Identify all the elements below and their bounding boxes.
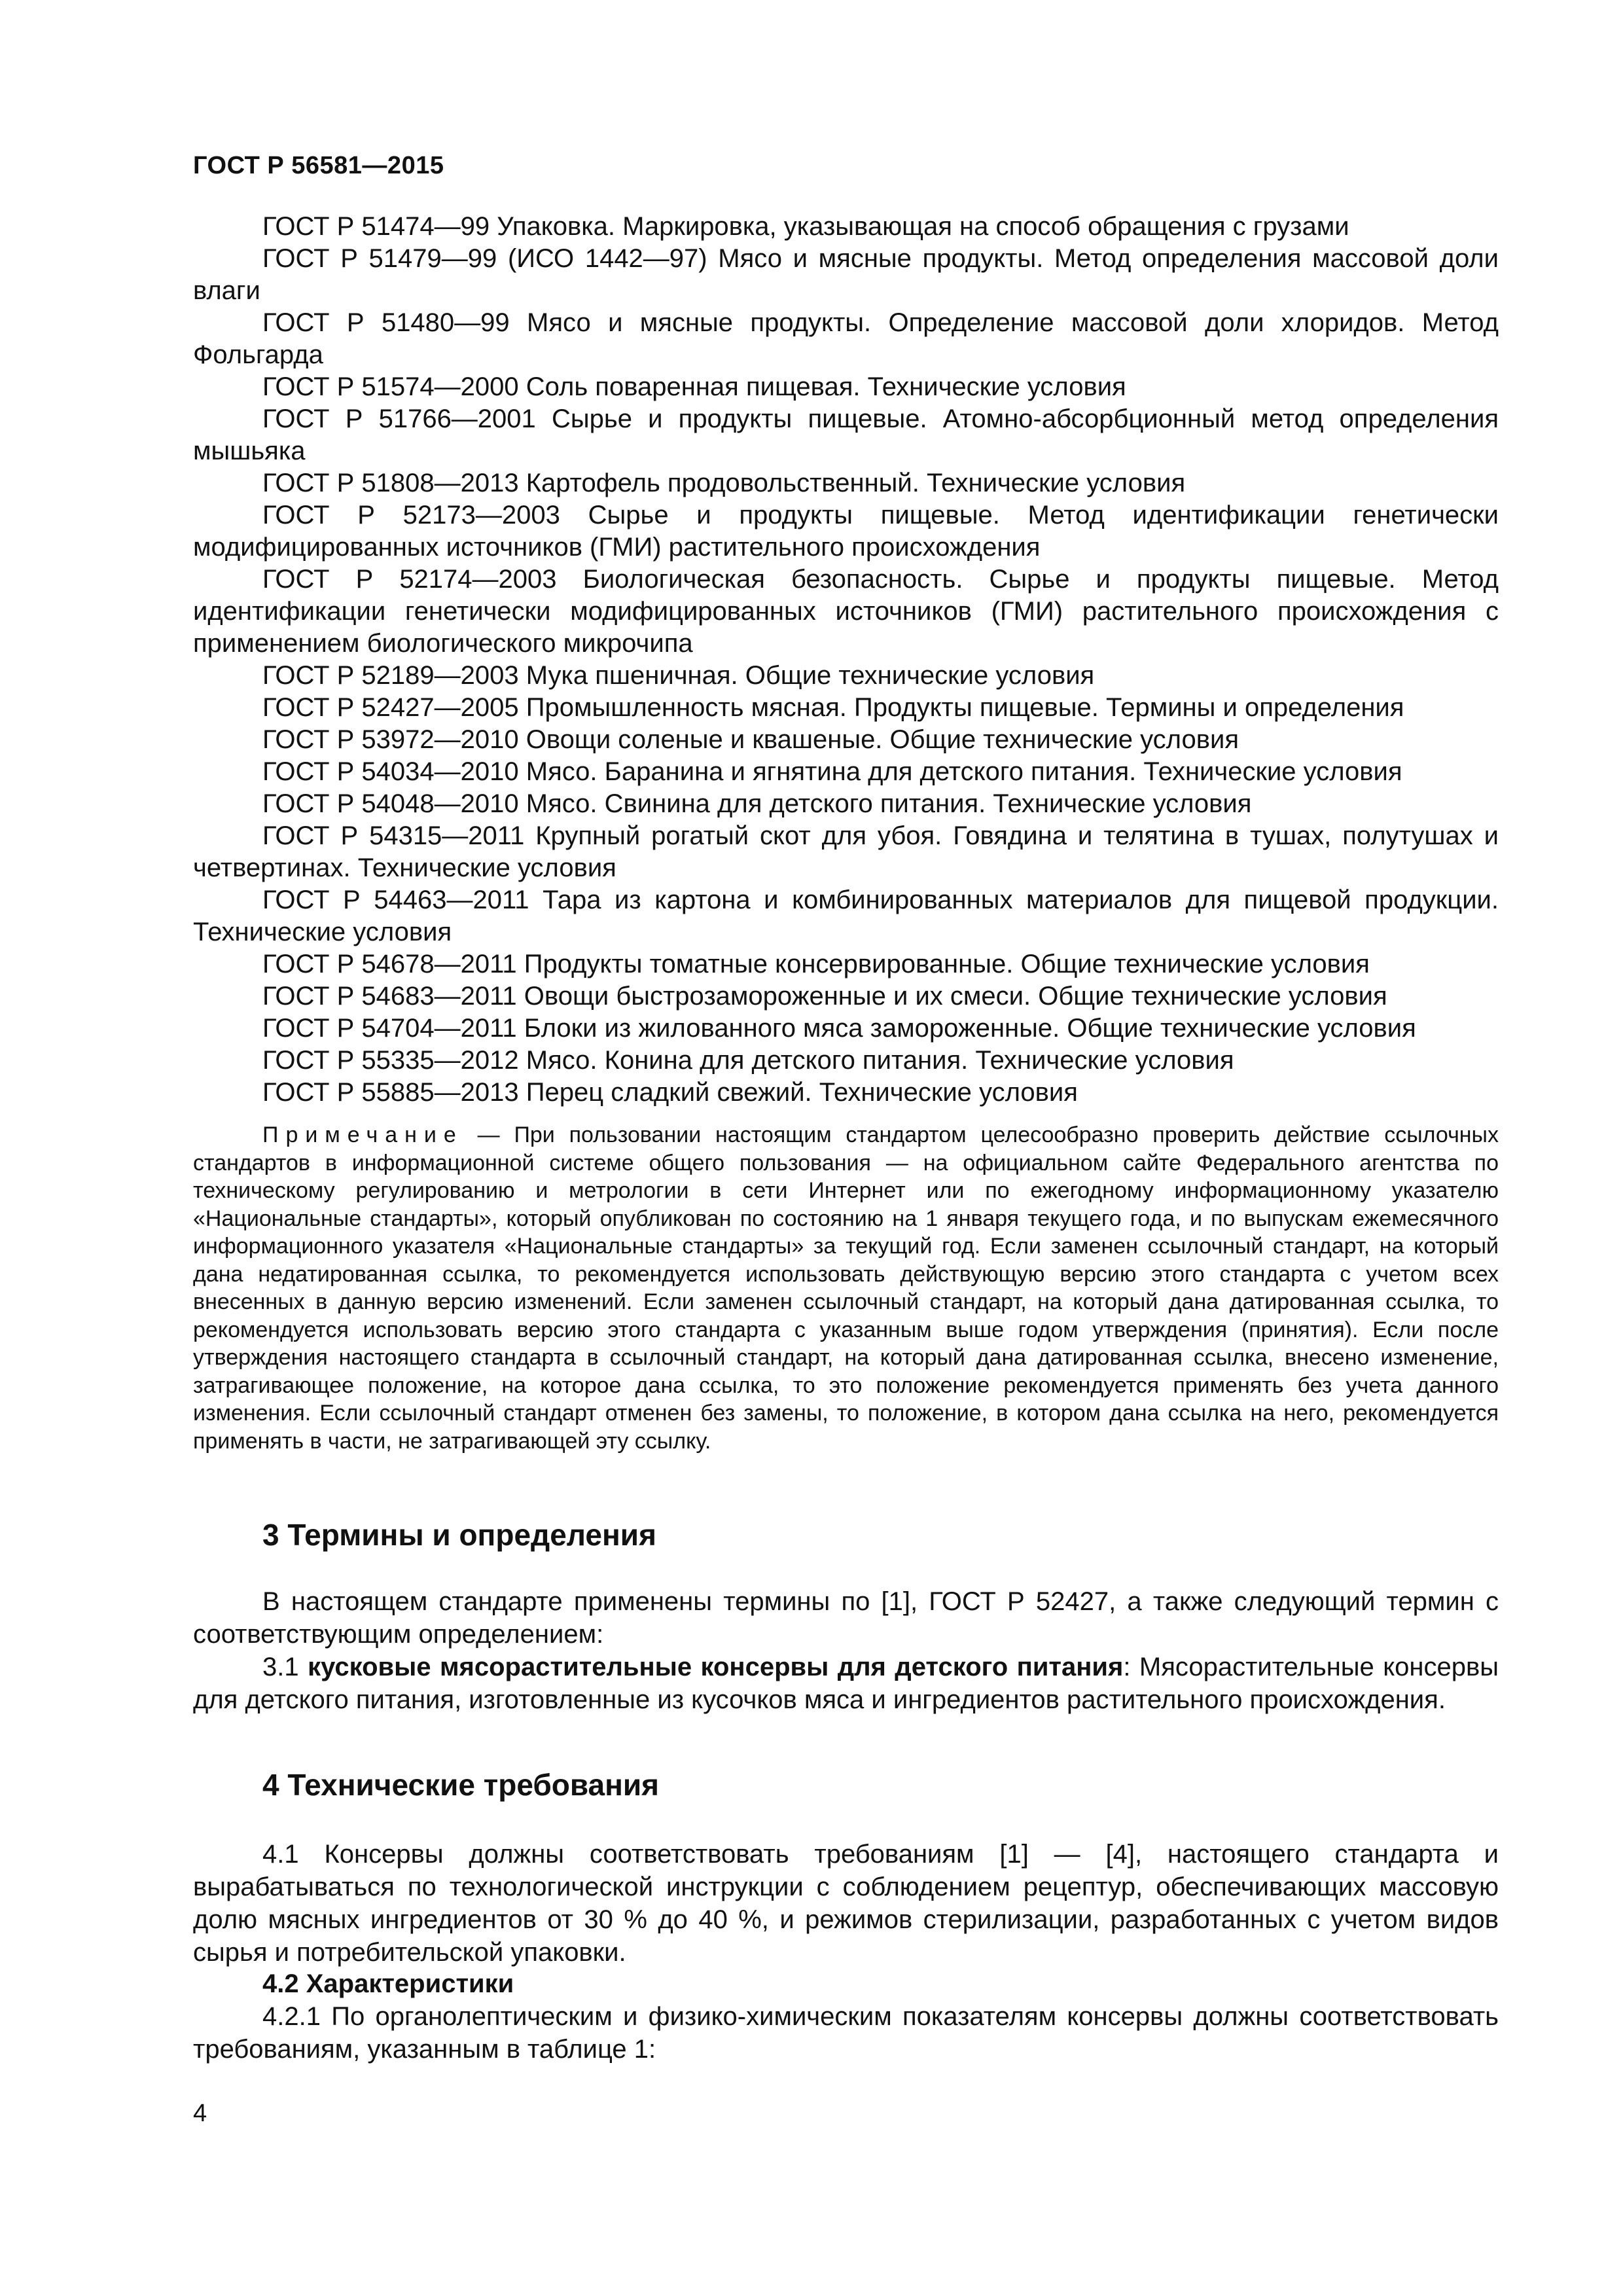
reference-item: ГОСТ Р 51474—99 Упаковка. Маркировка, указывающая на способ обращения с грузами [262, 212, 1349, 241]
section-3-intro: В настоящем стандарте применены термины по [1], ГОСТ Р 52427, а также следующий термин с соответствующим определением: [193, 1587, 1499, 1649]
references-note [193, 1121, 1499, 1455]
page-number: 4 [193, 2100, 207, 2127]
note-label: Примечание [262, 1122, 463, 1147]
document-header-code: ГОСТ Р 56581—2015 [193, 152, 444, 179]
reference-item: ГОСТ Р 53972—2010 Овощи соленые и квашеные. Общие технические условия [262, 725, 1239, 754]
subsection-4-2-title: 4.2 Характеристики [262, 1969, 514, 1998]
term-definition [193, 1651, 1499, 1716]
normative-references-list [193, 211, 1499, 1109]
reference-item: ГОСТ Р 54678—2011 Продукты томатные консервированные. Общие технические условия [262, 950, 1370, 978]
reference-item: ГОСТ Р 54704—2011 Блоки из жилованного мяса замороженные. Общие технические условия [262, 1014, 1416, 1043]
reference-item: ГОСТ Р 51574—2000 Соль поваренная пищевая. Технические условия [262, 372, 1126, 401]
reference-item: ГОСТ Р 51808—2013 Картофель продовольственный. Технические условия [262, 469, 1186, 497]
note-dash: — [463, 1122, 514, 1147]
paragraph-4-1: 4.1 Консервы должны соответствовать требованиям [1] — [4], настоящего стандарта и вырабатываться по технологической инструкции с соблюдением рецептур, обеспечивающих массовую долю мясных ингредиентов от 30 % до 40 %, и режимов стерилизации, разработанных с учетом видов сырья и потребительской упаковки. [193, 1840, 1499, 1967]
note-text: При пользовании настоящим стандартом целесообразно проверить действие ссылочных стандартов в информационной системе общего пользования — на официальном сайте Федерального агентства по техническому регулированию и метрологии в сети Интернет или по ежегодному информационному указателю «Национальные стандарты», который опубликован по состоянию на 1 января текущего года, и по выпускам ежемесячного информационного указателя «Национальные стандарты» за текущий год. Если заменен ссылочный стандарт, на который дана недатированная ссылка, то рекомендуется использовать действующую версию этого стандарта с учетом всех внесенных в данную версию изменений. Если заменен ссылочный стандарт, на который дана датированная ссылка, то рекомендуется использовать версию этого стандарта с указанным выше годом утверждения (принятия). Если после утверждения настоящего стандарта в ссылочный стандарт, на который дана датированная ссылка, внесено изменение, затрагивающее положение, на которое дана ссылка, то это положение рекомендуется применять без учета данного изменения. Если ссылочный стандарт отменен без замены, то положение, в котором дана ссылка на него, рекомендуется применять в части, не затрагивающей эту ссылку. [193, 1122, 1499, 1454]
reference-item: ГОСТ Р 51766—2001 Сырье и продукты пищевые. Атомно-абсорбционный метод определения мышьяка [193, 404, 1499, 465]
reference-item: ГОСТ Р 55335—2012 Мясо. Конина для детского питания. Технические условия [262, 1046, 1234, 1075]
reference-item: ГОСТ Р 51480—99 Мясо и мясные продукты. Определение массовой доли хлоридов. Метод Фольгарда [193, 308, 1499, 369]
term-name: кусковые мясорастительные консервы для детского питания [308, 1653, 1124, 1681]
reference-item: ГОСТ Р 55885—2013 Перец сладкий свежий. Технические условия [262, 1078, 1078, 1107]
reference-item: ГОСТ Р 54683—2011 Овощи быстрозамороженные и их смеси. Общие технические условия [262, 982, 1387, 1011]
reference-item: ГОСТ Р 52174—2003 Биологическая безопасность. Сырье и продукты пищевые. Метод идентификации генетически модифицированных источников (ГМИ) растительного происхождения с применением биологического микрочипа [193, 565, 1499, 658]
term-number: 3.1 [262, 1653, 308, 1681]
reference-item: ГОСТ Р 52427—2005 Промышленность мясная. Продукты пищевые. Термины и определения [262, 693, 1404, 722]
reference-item: ГОСТ Р 54048—2010 Мясо. Свинина для детского питания. Технические условия [262, 789, 1252, 818]
reference-item: ГОСТ Р 52189—2003 Мука пшеничная. Общие технические условия [262, 661, 1095, 690]
term-definition-text: : Мясорастительные консервы для детского питания, изготовленные из кусочков мяса и ингредиентов растительного происхождения. [193, 1653, 1499, 1714]
reference-item: ГОСТ Р 52173—2003 Сырье и продукты пищевые. Метод идентификации генетически модифицированных источников (ГМИ) растительного происхождения [193, 501, 1499, 562]
reference-item: ГОСТ Р 54315—2011 Крупный рогатый скот для убоя. Говядина и телятина в тушах, полутушах и четвертинах. Технические условия [193, 821, 1499, 882]
section-4-title: 4 Технические требования [262, 1768, 659, 1802]
reference-item: ГОСТ Р 54034—2010 Мясо. Баранина и ягнятина для детского питания. Технические условия [262, 757, 1402, 786]
reference-item: ГОСТ Р 54463—2011 Тара из картона и комбинированных материалов для пищевой продукции. Технические условия [193, 886, 1499, 946]
reference-item: ГОСТ Р 51479—99 (ИСО 1442—97) Мясо и мясные продукты. Метод определения массовой доли влаги [193, 244, 1499, 305]
paragraph-4-2-1: 4.2.1 По органолептическим и физико-химическим показателям консервы должны соответствовать требованиям, указанным в таблице 1: [193, 2002, 1499, 2064]
section-3-title: 3 Термины и определения [262, 1518, 656, 1552]
